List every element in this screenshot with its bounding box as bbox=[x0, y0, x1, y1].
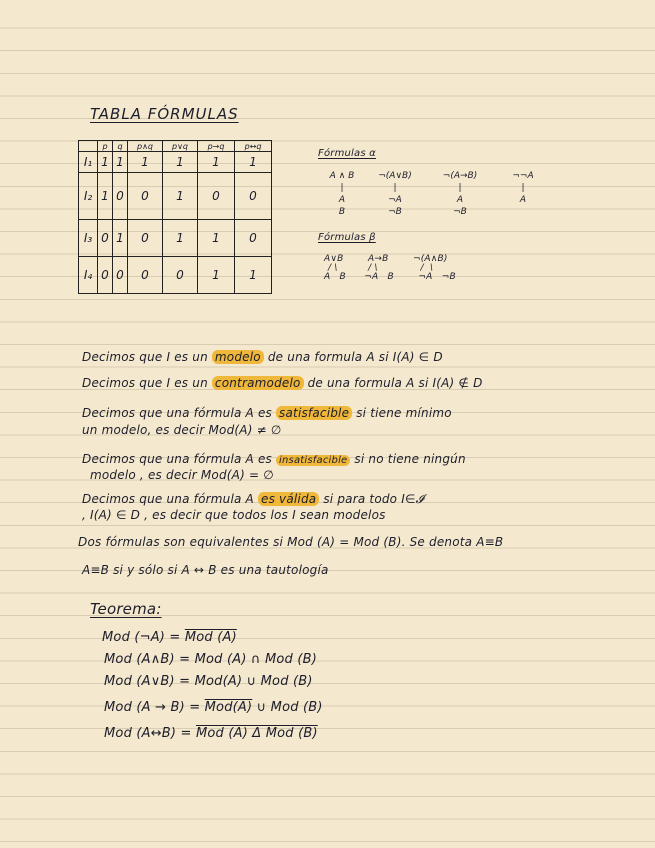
definition-text: si tiene mínimo bbox=[356, 406, 452, 420]
formulas-alpha-heading: Fórmulas α bbox=[318, 148, 376, 159]
table-cell: 0 bbox=[98, 257, 113, 294]
alpha-formula: A bbox=[456, 195, 464, 205]
definition-satisfacible-line2: un modelo, es decir Mod(A) ≠ ∅ bbox=[82, 423, 282, 437]
table-cell: 1 bbox=[163, 152, 198, 173]
table-cell: 1 bbox=[113, 220, 128, 257]
table-row bbox=[79, 173, 272, 220]
theorem-rhs: Mod(A) ∪ Mod (B) bbox=[194, 674, 313, 689]
table-cell: 0 bbox=[128, 257, 163, 294]
alpha-column bbox=[505, 170, 541, 206]
alpha-column bbox=[320, 170, 364, 218]
table-cell: 1 bbox=[163, 173, 198, 220]
alpha-formula: A ∧ B bbox=[329, 171, 355, 181]
definition-text: si no tiene ningún bbox=[354, 452, 466, 466]
beta-children: A B ¬A B ¬A ¬B bbox=[324, 272, 456, 282]
alpha-formula: A bbox=[519, 195, 527, 205]
alpha-formula: ¬B bbox=[388, 207, 402, 217]
definition-satisfacible bbox=[82, 406, 452, 420]
table-cell: 0 bbox=[198, 173, 235, 220]
table-cell: 0 bbox=[113, 173, 128, 220]
table-cell: 0 bbox=[113, 257, 128, 294]
equivalence-tautology: A≡B si y sólo si A ↔ B es una tautología bbox=[82, 563, 329, 577]
formulas-beta-heading: Fórmulas β bbox=[318, 232, 376, 243]
table-cell: I₁ bbox=[79, 152, 98, 173]
table-cell: I₃ bbox=[79, 220, 98, 257]
table-cell: 1 bbox=[198, 220, 235, 257]
alpha-formula: ¬B bbox=[453, 207, 467, 217]
beta-branches: / \ / \ / \ bbox=[328, 263, 434, 273]
definition-text: si para todo I∈𝓘 bbox=[323, 492, 424, 506]
table-cell: 1 bbox=[235, 257, 272, 294]
definition-insatisfacible-line2: modelo , es decir Mod(A) = ∅ bbox=[90, 468, 274, 482]
theorem-line bbox=[104, 700, 323, 715]
table-cell: I₂ bbox=[79, 173, 98, 220]
theorem-rhs: Mod(A) bbox=[204, 700, 253, 715]
definition-contramodelo bbox=[82, 376, 483, 390]
alpha-formula: ¬(A∨B) bbox=[378, 171, 412, 181]
theorem-rhs: Mod (A) ∩ Mod (B) bbox=[194, 652, 317, 667]
highlighted-term: contramodelo bbox=[212, 376, 304, 390]
table-header: p∧q bbox=[128, 141, 163, 152]
theorem-line bbox=[102, 630, 237, 645]
table-cell: 0 bbox=[98, 220, 113, 257]
table-cell: 1 bbox=[235, 152, 272, 173]
page-title: TABLA FÓRMULAS bbox=[90, 105, 239, 123]
beta-formulas: A∨B A→B ¬(A∧B) bbox=[324, 254, 448, 264]
truth-table bbox=[78, 140, 272, 294]
table-cell: 0 bbox=[128, 220, 163, 257]
definition-modelo bbox=[82, 350, 443, 364]
theorem-rhs: Mod (A) bbox=[184, 630, 237, 645]
table-header: p→q bbox=[198, 141, 235, 152]
theorem-line bbox=[104, 674, 313, 689]
definition-text: de una formula A si I(A) ∈ D bbox=[267, 350, 443, 364]
table-header: p∨q bbox=[163, 141, 198, 152]
alpha-formula: ¬A bbox=[388, 195, 402, 205]
table-header bbox=[79, 141, 98, 152]
table-cell: 0 bbox=[235, 220, 272, 257]
highlighted-term: satisfacible bbox=[276, 406, 352, 420]
definition-insatisfacible bbox=[82, 452, 466, 466]
alpha-formula: ¬(A→B) bbox=[442, 171, 478, 181]
table-cell: 1 bbox=[163, 220, 198, 257]
table-cell: 1 bbox=[198, 257, 235, 294]
table-cell: I₄ bbox=[79, 257, 98, 294]
alpha-branch: | bbox=[521, 183, 525, 193]
table-cell: 1 bbox=[98, 173, 113, 220]
definition-text: Decimos que una fórmula A bbox=[82, 492, 254, 506]
alpha-branch: | bbox=[393, 183, 397, 193]
highlighted-term: insatisfacible bbox=[276, 455, 350, 466]
table-cell: 0 bbox=[235, 173, 272, 220]
alpha-formula: B bbox=[338, 207, 346, 217]
alpha-branch: | bbox=[340, 183, 344, 193]
table-row bbox=[79, 257, 272, 294]
table-header-row bbox=[79, 141, 272, 152]
table-cell: 1 bbox=[98, 152, 113, 173]
table-header: q bbox=[113, 141, 128, 152]
alpha-formula: ¬¬A bbox=[512, 171, 534, 181]
theorem-line bbox=[104, 726, 318, 741]
table-cell: 0 bbox=[163, 257, 198, 294]
theorem-lhs: Mod (A∨B) = bbox=[104, 674, 195, 689]
alpha-column bbox=[370, 170, 420, 218]
table-cell: 1 bbox=[128, 152, 163, 173]
table-header: p bbox=[98, 141, 113, 152]
alpha-formula: A bbox=[338, 195, 346, 205]
theorem-rhs: Mod (A) Δ Mod (B) bbox=[195, 726, 318, 741]
table-cell: 0 bbox=[128, 173, 163, 220]
theorem-lhs: Mod (A↔B) = bbox=[104, 726, 196, 741]
definition-text: Decimos que una fórmula A es bbox=[82, 452, 273, 466]
theorem-lhs: Mod (A∧B) = bbox=[104, 652, 195, 667]
table-cell: 1 bbox=[113, 152, 128, 173]
table-header: p↔q bbox=[235, 141, 272, 152]
theorem-line bbox=[104, 652, 317, 667]
definition-text: Decimos que I es un bbox=[82, 350, 208, 364]
alpha-column bbox=[430, 170, 490, 218]
theorem-lhs: Mod (A → B) = bbox=[104, 700, 205, 715]
definition-valida-line2: , I(A) ∈ D , es decir que todos los I sean modelos bbox=[82, 508, 386, 522]
equivalence-definition: Dos fórmulas son equivalentes si Mod (A) = Mod (B). Se denota A≡B bbox=[78, 535, 504, 549]
alpha-branch: | bbox=[458, 183, 462, 193]
definition-text: Decimos que una fórmula A es bbox=[82, 406, 273, 420]
table-row bbox=[79, 220, 272, 257]
definition-valida bbox=[82, 492, 424, 507]
highlighted-term: modelo bbox=[212, 350, 264, 364]
definition-text: Decimos que I es un bbox=[82, 376, 208, 390]
theorem-lhs: Mod (¬A) = bbox=[102, 630, 185, 645]
table-row bbox=[79, 152, 272, 173]
definition-text: de una formula A si I(A) ∉ D bbox=[307, 376, 483, 390]
theorem-heading: Teorema: bbox=[90, 600, 162, 618]
table-cell: 1 bbox=[198, 152, 235, 173]
highlighted-term: es válida bbox=[258, 492, 319, 506]
theorem-rhs: ∪ Mod (B) bbox=[252, 700, 323, 715]
